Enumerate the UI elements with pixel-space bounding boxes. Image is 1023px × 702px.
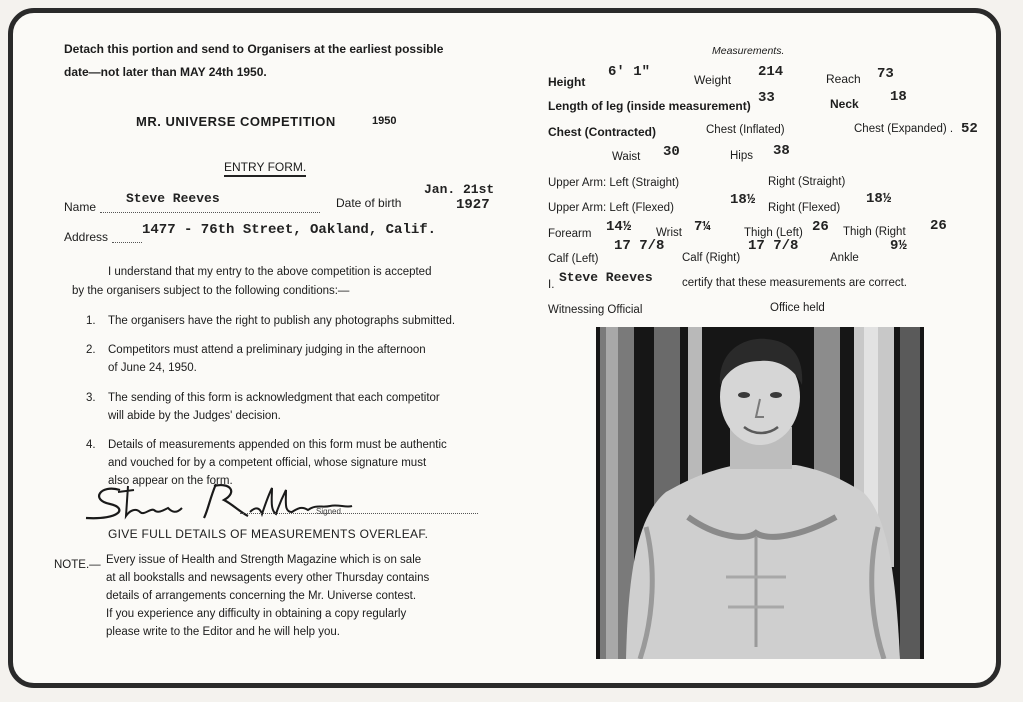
certify-name: Steve Reeves (559, 270, 653, 285)
upper-arm-straight-left-label: Upper Arm: Left (Straight) (548, 177, 680, 189)
detach-instruction-line1: Detach this portion and send to Organisers at the earliest possible (64, 42, 444, 56)
condition-text: will abide by the Judges' decision. (108, 410, 281, 422)
note-line: Every issue of Health and Strength Magazine which is on sale (106, 554, 422, 566)
note-label: NOTE.— (54, 559, 101, 571)
height-value: 6' 1" (608, 64, 651, 80)
intro-line2: by the organisers subject to the following conditions:— (72, 285, 350, 297)
ankle-label: Ankle (830, 252, 859, 264)
chest-expanded-label: Chest (Expanded) . (854, 123, 954, 135)
note-line: at all bookstalls and newsagents every other Thursday contains (106, 572, 430, 584)
upper-arm-flexed-right-value: 18½ (866, 191, 892, 207)
address-dotted-line (112, 241, 142, 243)
weight-value: 214 (758, 64, 784, 80)
competitor-photo (596, 327, 924, 659)
handwritten-signature (80, 478, 380, 526)
upper-arm-flexed-left-value: 18½ (730, 192, 756, 208)
wrist-value: 7¼ (694, 219, 711, 235)
forearm-label: Forearm (548, 228, 592, 240)
ankle-value: 9½ (890, 238, 907, 254)
chest-contracted-label: Chest (Contracted) (548, 125, 657, 139)
intro-line1: I understand that my entry to the above competition is accepted (108, 266, 432, 278)
wrist-label: Wrist (656, 227, 682, 239)
condition-text: of June 24, 1950. (108, 362, 197, 374)
leg-length-value: 33 (758, 90, 775, 106)
neck-value: 18 (890, 89, 907, 105)
calf-right-value: 17 7/8 (748, 238, 799, 254)
condition-text: Details of measurements appended on this form must be authentic (108, 439, 447, 451)
upper-arm-flexed-left-label: Upper Arm: Left (Flexed) (548, 202, 674, 214)
note-line: please write to the Editor and he will help you. (106, 626, 340, 638)
forearm-value: 14½ (606, 219, 632, 235)
chest-expanded-value: 52 (961, 121, 978, 137)
dob-value-line1: Jan. 21st (424, 182, 495, 197)
detach-instruction-line2: date—not later than MAY 24th 1950. (64, 65, 267, 79)
calf-left-label: Calf (Left) (548, 253, 599, 265)
neck-label: Neck (830, 97, 859, 111)
condition-number: 2. (86, 344, 96, 356)
competition-title: MR. UNIVERSE COMPETITION (136, 114, 336, 129)
note-line: If you experience any difficulty in obtaining a copy regularly (106, 608, 407, 620)
condition-text: Competitors must attend a preliminary judging in the afternoon (108, 344, 426, 356)
thigh-right-label: Thigh (Right (843, 226, 906, 238)
waist-value: 30 (663, 144, 680, 160)
signature-dotted-line (240, 512, 478, 514)
weight-label: Weight (694, 73, 732, 87)
dob-value-line2: 1927 (456, 197, 490, 213)
upper-arm-flexed-right-label: Right (Flexed) (768, 202, 841, 214)
thigh-left-label: Thigh (Left) (744, 227, 803, 239)
overleaf-instruction: GIVE FULL DETAILS OF MEASUREMENTS OVERLEAF. (108, 527, 429, 541)
chest-inflated-label: Chest (Inflated) (706, 124, 785, 136)
upper-arm-straight-right-label: Right (Straight) (768, 176, 846, 188)
note-line: details of arrangements concerning the Mr. Universe contest. (106, 590, 417, 602)
height-label: Height (548, 75, 586, 89)
signed-label: Signed (316, 507, 341, 516)
condition-number: 4. (86, 439, 96, 451)
condition-number: 1. (86, 315, 96, 327)
thigh-left-value: 26 (812, 219, 829, 235)
certify-prefix: I. (548, 279, 555, 291)
waist-label: Waist (612, 151, 641, 163)
address-label: Address (64, 230, 109, 244)
competition-year: 1950 (372, 115, 397, 127)
name-value: Steve Reeves (126, 191, 220, 206)
condition-text: The sending of this form is acknowledgment that each competitor (108, 392, 440, 404)
thigh-right-value: 26 (930, 218, 947, 234)
condition-text: also appear on the form. (108, 475, 233, 487)
condition-text: The organisers have the right to publish any photographs submitted. (108, 315, 456, 327)
reach-value: 73 (877, 66, 894, 82)
dob-label: Date of birth (336, 196, 402, 210)
reach-label: Reach (826, 72, 861, 86)
name-label: Name (64, 200, 97, 214)
entry-form-heading: ENTRY FORM. (224, 160, 306, 177)
calf-left-value: 17 7/8 (614, 238, 665, 254)
office-held-label: Office held (770, 302, 825, 314)
leg-length-label: Length of leg (inside measurement) (548, 99, 751, 113)
hips-label: Hips (730, 150, 754, 162)
name-dotted-line (100, 211, 320, 213)
calf-right-label: Calf (Right) (682, 252, 741, 264)
measurements-heading: Measurements. (712, 45, 785, 57)
condition-text: and vouched for by a competent official, whose signature must (108, 457, 427, 469)
certify-statement: certify that these measurements are correct. (682, 277, 907, 289)
witness-label: Witnessing Official (548, 304, 643, 316)
hips-value: 38 (773, 143, 790, 159)
condition-number: 3. (86, 392, 96, 404)
address-value: 1477 - 76th Street, Oakland, Calif. (142, 222, 437, 238)
